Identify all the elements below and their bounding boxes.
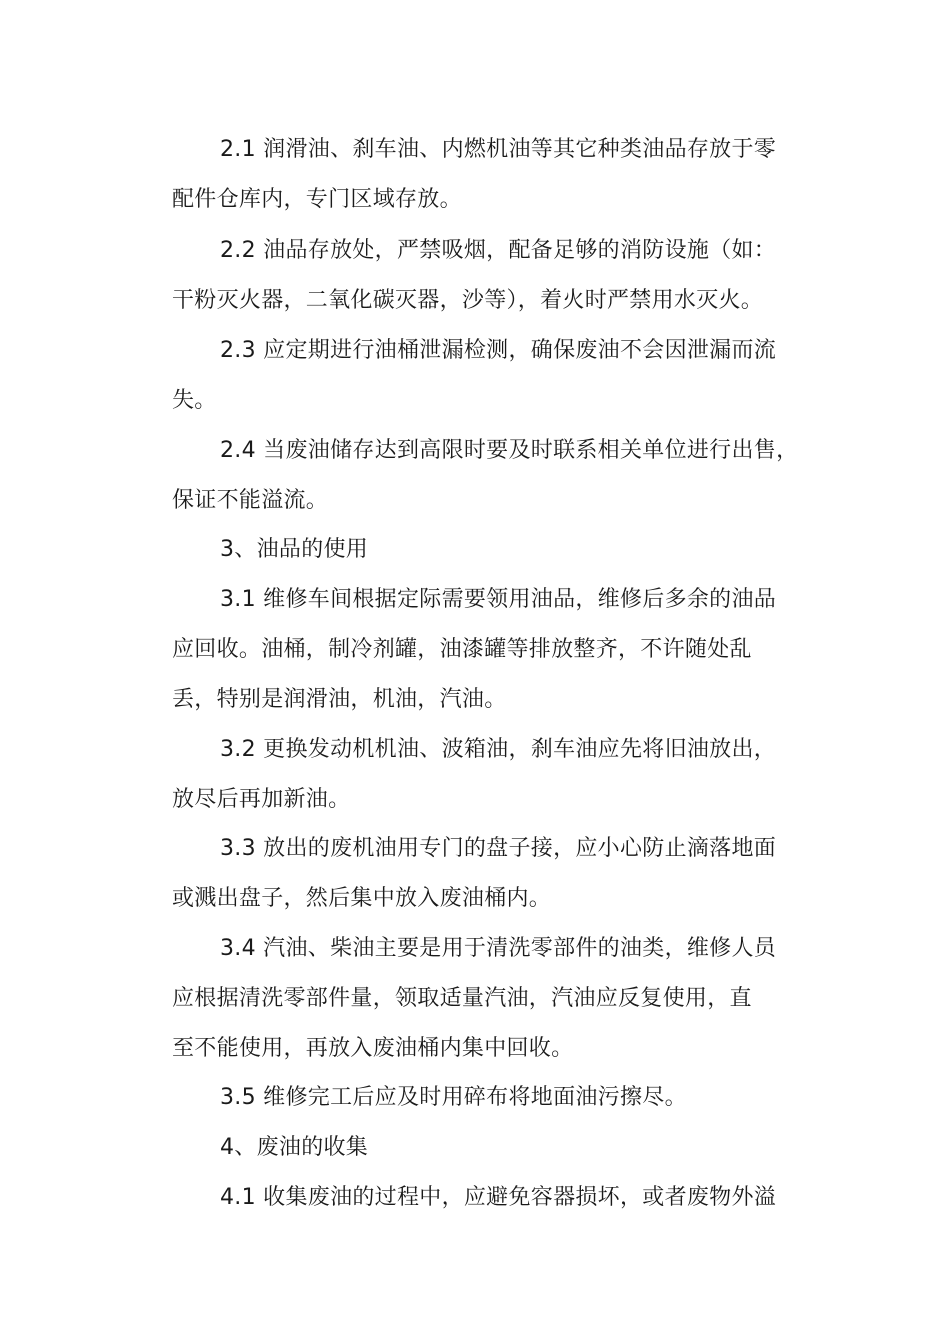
text-line: 放尽后再加新油。 bbox=[172, 787, 351, 812]
text-line: 2.3 应定期进行油桶泄漏检测，确保废油不会因泄漏而流 bbox=[220, 338, 777, 363]
text-line: 丢，特别是润滑油，机油，汽油。 bbox=[172, 687, 507, 712]
text-line: 3.4 汽油、柴油主要是用于清洗零部件的油类，维修人员 bbox=[220, 936, 777, 961]
text-line: 3.2 更换发动机机油、波箱油，刹车油应先将旧油放出， bbox=[220, 737, 777, 762]
text-line: 3.1 维修车间根据定际需要领用油品，维修后多余的油品 bbox=[220, 587, 777, 612]
text-line: 3.5 维修完工后应及时用碎布将地面油污擦尽。 bbox=[220, 1085, 687, 1110]
text-line: 失。 bbox=[172, 388, 217, 413]
text-line: 2.4 当废油储存达到高限时要及时联系相关单位进行出售， bbox=[220, 438, 799, 463]
text-line: 应回收。油桶，制冷剂罐，油漆罐等排放整齐，不许随处乱 bbox=[172, 637, 752, 662]
text-line: 3.3 放出的废机油用专门的盘子接，应小心防止滴落地面 bbox=[220, 836, 777, 861]
text-line: 应根据清洗零部件量，领取适量汽油，汽油应反复使用，直 bbox=[172, 986, 752, 1011]
section-heading: 4、废油的收集 bbox=[220, 1135, 369, 1160]
text-line: 2.2 油品存放处，严禁吸烟，配备足够的消防设施（如： bbox=[220, 238, 777, 263]
text-line: 保证不能溢流。 bbox=[172, 488, 329, 513]
section-heading: 3、油品的使用 bbox=[220, 537, 369, 562]
text-line: 4.1 收集废油的过程中，应避免容器损坏，或者废物外溢 bbox=[220, 1185, 777, 1210]
text-line: 干粉灭火器，二氧化碳灭器，沙等），着火时严禁用水灭火。 bbox=[172, 288, 764, 313]
text-line: 2.1 润滑油、刹车油、内燃机油等其它种类油品存放于零 bbox=[220, 137, 777, 162]
text-line: 配件仓库内，专门区域存放。 bbox=[172, 187, 462, 212]
text-line: 至不能使用，再放入废油桶内集中回收。 bbox=[172, 1036, 574, 1061]
text-line: 或溅出盘子，然后集中放入废油桶内。 bbox=[172, 886, 552, 911]
